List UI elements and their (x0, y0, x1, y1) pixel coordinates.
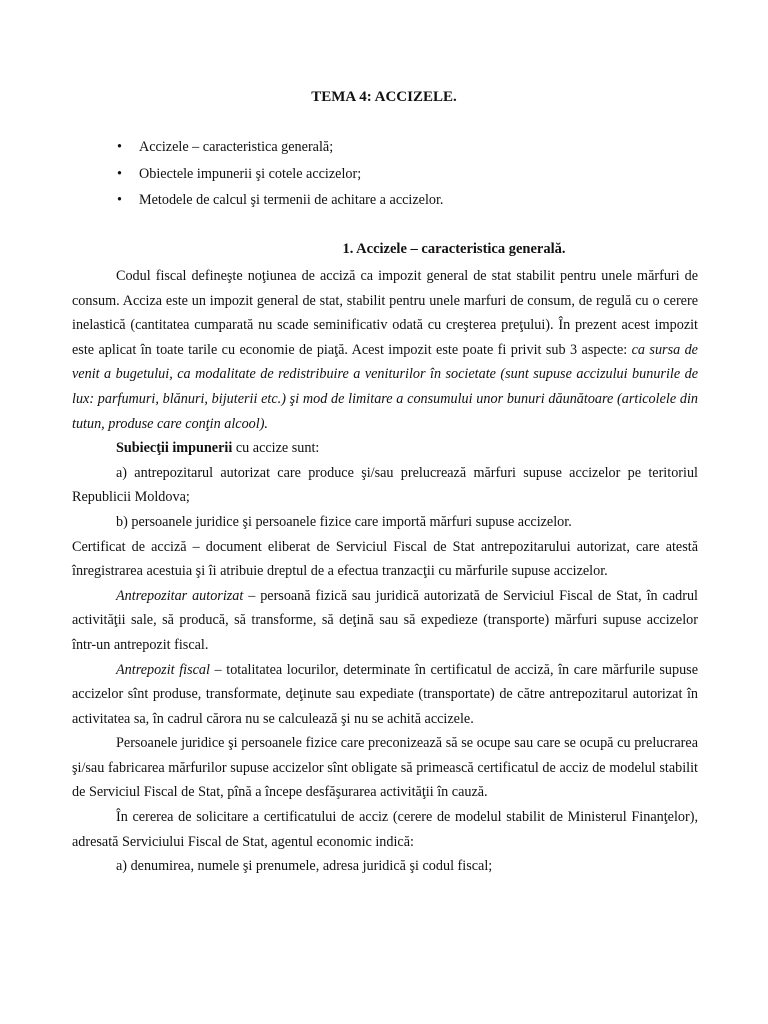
section-heading: 1. Accizele – caracteristica generală. (342, 241, 566, 257)
paragraph-subjects: Subiecţii impunerii cu accize sunt: (116, 440, 320, 457)
list-item: • Accizele – caracteristica generală; (117, 139, 334, 155)
list-item: • Obiectele impunerii şi cotele accizelor; (117, 165, 362, 182)
paragraph-antrepozit: Antrepozit fiscal – totalitatea locurilor, determinate în certificatul de acciză, în care mărfurile supuse accizelor sînt produse, transformate, deţinute sau expediate (transportate) de către antrepozitarul autorizat în activitatea sa, în cadrul cărora nu se calculează şi nu se achită accizele. (72, 661, 698, 727)
paragraph-antrepozitar: Antrepozitar autorizat – persoană fizică sau juridică autorizată de Serviciul Fiscal de Stat, în cadrul activităţii sale, să producă, să transforme, să deţină sau să expedieze (transporte) mărfuri supuse accizelor într-un antrepozit fiscal. (72, 587, 698, 653)
paragraph-obligation: Persoanele juridice şi persoanele fizice care preconizează să se ocupe sau care se ocupă cu prelucrarea şi/sau fabricarea mărfurilor supuse accizelor sînt obligate să primească certificatul de acciz de modelul stabilit de Serviciul Fiscal de Stat, pînă a începe desfăşurarea activităţii în cauză. (72, 735, 698, 801)
subject-item-b: b) persoanele juridice şi persoanele fizice care importă mărfuri supuse accizelor. (116, 513, 572, 530)
list-item: • Metodele de calcul şi termenii de achitare a accizelor. (117, 192, 444, 208)
paragraph-request: În cererea de solicitare a certificatului de acciz (cerere de modelul stabilit de Ministerul Finanţelor), adresată Serviciului Fiscal de Stat, agentul economic indică: (72, 809, 698, 850)
bullet-icon: • (117, 139, 122, 155)
request-item-a: a) denumirea, numele şi prenumele, adresa juridică şi codul fiscal; (116, 858, 493, 875)
bullet-icon: • (117, 192, 122, 208)
paragraph-certificate: Certificat de acciză – document eliberat de Serviciul Fiscal de Stat antrepozitarului autorizat, care atestă înregistrarea acestuia şi îi atribuie dreptul de a efectua tranzacţii cu mărfurile supuse accizelor. (72, 538, 698, 580)
document-title: TEMA 4: ACCIZELE. (311, 89, 457, 105)
topic-list (117, 138, 677, 218)
subject-item-a: a) antrepozitarul autorizat care produce şi/sau prelucrează mărfuri supuse accizelor pe teritoriul Republicii Moldova; (72, 464, 698, 506)
document-body (72, 264, 698, 879)
bullet-icon: • (117, 165, 122, 182)
paragraph-definition: Codul fiscal defineşte noţiunea de acciză ca impozit general de stat stabilit pentru unele mărfuri de consum. Acciza este un impozit general de stat, stabilit pentru unele marfuri de consum, de regulă cu o cerere inelastică (cantitatea cumparată nu scade seminificativ odată cu creşterea preţului). În prezent acest impozit este aplicat în toate tarile cu economie de piaţă. Acest impozit este poate fi privit sub 3 aspecte: ca sursa de venit a bugetului, ca modalitate de redistribuire a veniturilor în societate (sunt supuse accizului bunurile de lux: parfumuri, blănuri, bijuterii etc.) şi mod de limitare a consumului unor bunuri dăunătoare (articolele din tutun, produse care conţin alcool). (72, 268, 698, 432)
